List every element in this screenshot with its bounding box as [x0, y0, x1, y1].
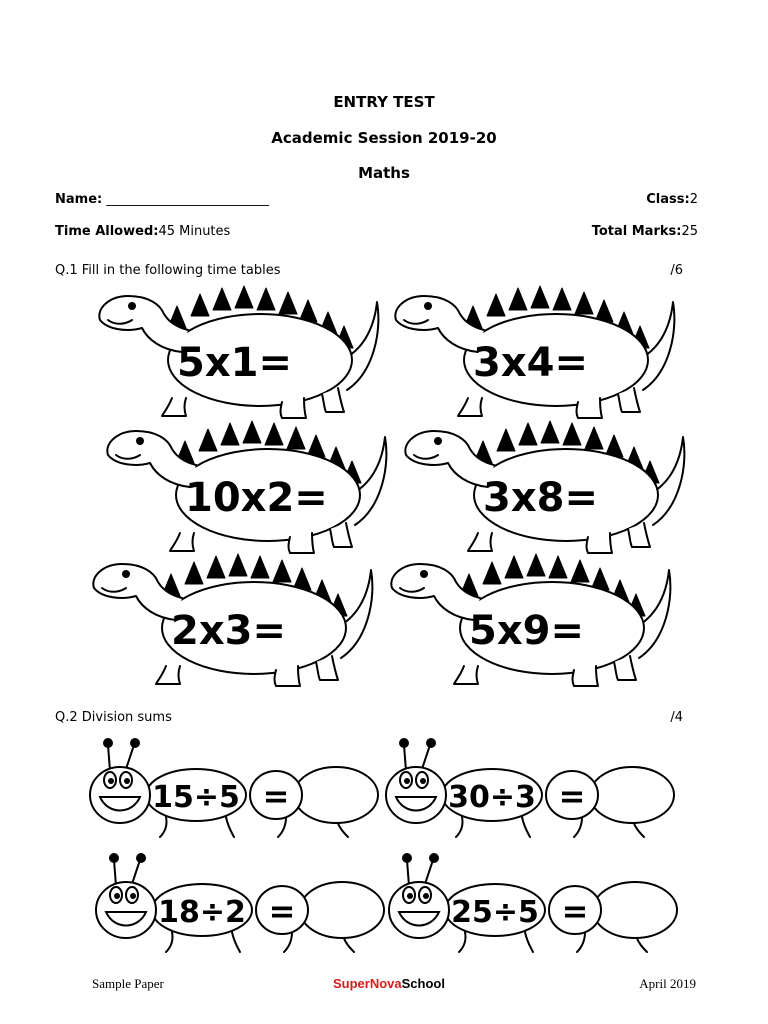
class-value: 2 [689, 192, 698, 207]
marks-label: Total Marks: [591, 224, 682, 239]
subject-title: Maths [358, 164, 410, 182]
dinosaur-icon [384, 558, 679, 690]
question-2-text: Q.2 Division sums [55, 710, 172, 725]
division-problem: 25÷5 [451, 895, 539, 930]
multiplication-problem: 5x1= [177, 340, 292, 386]
ant-problem [92, 850, 392, 960]
ant-icon [382, 735, 682, 845]
equals-sign: = [561, 892, 589, 930]
dinosaur-icon [100, 425, 395, 557]
time-value: 45 Minutes [158, 224, 231, 239]
division-problem: 30÷3 [448, 780, 536, 815]
multiplication-problem: 5x9= [469, 608, 584, 654]
dinosaur-problem [92, 290, 387, 422]
dinosaur-problem [100, 425, 395, 557]
equals-sign: = [262, 777, 290, 815]
equals-sign: = [558, 777, 586, 815]
brand-part2: School [401, 976, 445, 991]
test-title: ENTRY TEST [333, 93, 435, 111]
dinosaur-icon [92, 290, 387, 422]
ant-problem [382, 735, 682, 845]
ant-problem [385, 850, 685, 960]
ant-icon [86, 735, 386, 845]
footer-right: April 2019 [639, 976, 696, 991]
time-marks-row [55, 224, 698, 239]
brand-part1: SuperNova [333, 976, 402, 991]
time-field [55, 224, 230, 239]
time-label: Time Allowed: [55, 224, 159, 239]
division-problem: 15÷5 [152, 780, 240, 815]
question-2-marks: /4 [670, 710, 683, 725]
dinosaur-problem [388, 290, 683, 422]
footer-left: Sample Paper [92, 976, 164, 991]
question-1 [55, 263, 683, 278]
dinosaur-problem [398, 425, 693, 557]
ant-icon [385, 850, 685, 960]
division-problem: 18÷2 [158, 895, 246, 930]
class-field [646, 192, 698, 207]
equals-sign: = [268, 892, 296, 930]
dinosaur-icon [86, 558, 381, 690]
marks-field [592, 224, 698, 239]
dinosaur-problem [384, 558, 679, 690]
question-1-text: Q.1 Fill in the following time tables [55, 263, 281, 278]
session-title: Academic Session 2019-20 [271, 129, 497, 147]
dinosaur-icon [398, 425, 693, 557]
marks-value: 25 [681, 224, 698, 239]
multiplication-problem: 3x4= [473, 340, 588, 386]
class-label: Class: [646, 192, 690, 207]
ant-problem [86, 735, 386, 845]
dinosaur-problem [86, 558, 381, 690]
name-label: Name: [55, 192, 103, 207]
ant-icon [92, 850, 392, 960]
dinosaur-icon [388, 290, 683, 422]
brand-logo [333, 976, 445, 991]
question-2 [55, 710, 683, 725]
multiplication-problem: 3x8= [483, 475, 598, 521]
multiplication-problem: 2x3= [171, 608, 286, 654]
name-field [55, 192, 269, 207]
question-1-marks: /6 [670, 263, 683, 278]
name-class-row [55, 192, 698, 207]
multiplication-problem: 10x2= [185, 475, 328, 521]
name-blank: _________________________ [106, 192, 269, 207]
